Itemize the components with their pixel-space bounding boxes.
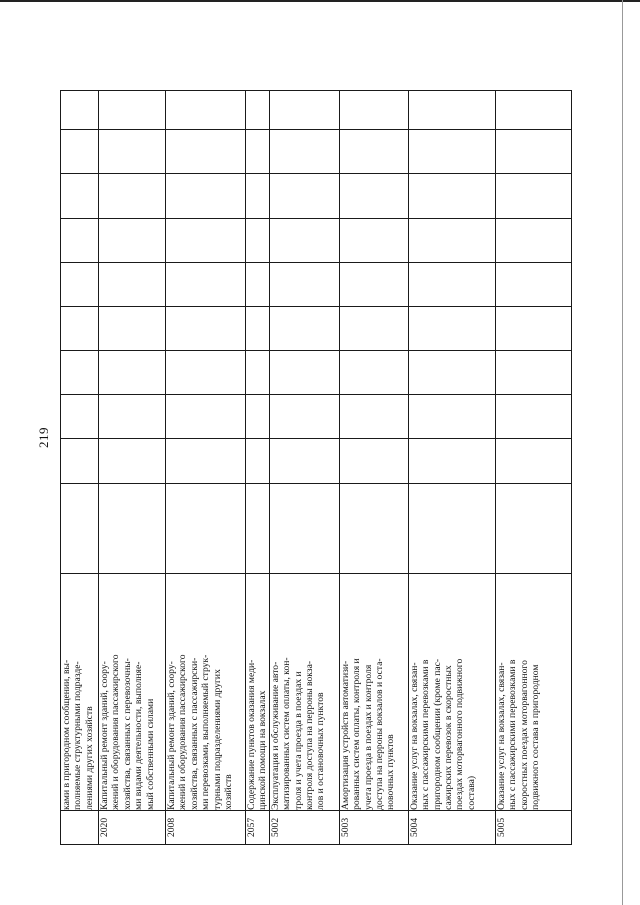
scan-edge-line-vertical: [622, 0, 623, 905]
table-row: [408, 91, 495, 845]
row-description: Капитальный ремонт зданий, соору- жений и оборудования пассажирского хозяйства, связанных с пассажирски- ми перевозками, выполняемый струк- турными подразделениями других хозяйств: [166, 573, 246, 810]
table-row: [495, 91, 571, 845]
row-description: Содержание пунктов оказания меди- цинской помощи на вокзалах: [246, 573, 270, 810]
rotated-table-container: [60, 90, 570, 845]
row-description: ками в пригородном сообщении, вы- полняемые структурными подразде- лениями других хозяйств: [61, 573, 99, 810]
row-description: Оказание услуг на вокзалах, связан- ных с пассажирскими перевозками в пригородном сообщении (кроме пас- сажирских перевозок в скоростных поездах моторвагонного подвижного состава): [408, 573, 495, 810]
table-row: [246, 91, 270, 845]
scan-edge-line: [0, 0, 640, 2]
row-code: 2020: [99, 810, 166, 844]
table-row: [269, 91, 339, 845]
table-row: [339, 91, 408, 845]
row-code: 5005: [495, 810, 571, 844]
row-code: 2008: [166, 810, 246, 844]
document-table: [60, 90, 572, 845]
table-row: [166, 91, 246, 845]
table-row: [61, 91, 99, 845]
table-row: [99, 91, 166, 845]
row-code: [61, 810, 99, 844]
row-description: Капитальный ремонт зданий, соору- жений и оборудования пассажирского хозяйства, связанных с перевозочны- ми видами деятельности, выполняе- мый собственными силами: [99, 573, 166, 810]
row-description: Амортизация устройств автоматизи- рованных систем оплаты, контроля и учета проезда в поездах и контроля доступа на перроны вокзалов и оста- новочных пунктов: [339, 573, 408, 810]
row-description: Эксплуатация и обслуживание авто- матизированных систем оплаты, кон- троля и учета проезда в поездах и контроля доступа на перроны вокза- лов и остановочных пунктов: [269, 573, 339, 810]
row-code: 5004: [408, 810, 495, 844]
row-code: 5003: [339, 810, 408, 844]
page-number: 219: [36, 427, 51, 448]
row-code: 2057: [246, 810, 270, 844]
row-code: 5002: [269, 810, 339, 844]
row-description: Оказание услуг на вокзалах, связан- ных с пассажирскими перевозками в скоростных поездах моторвагонного подвижного состава в пригородном: [495, 573, 571, 810]
